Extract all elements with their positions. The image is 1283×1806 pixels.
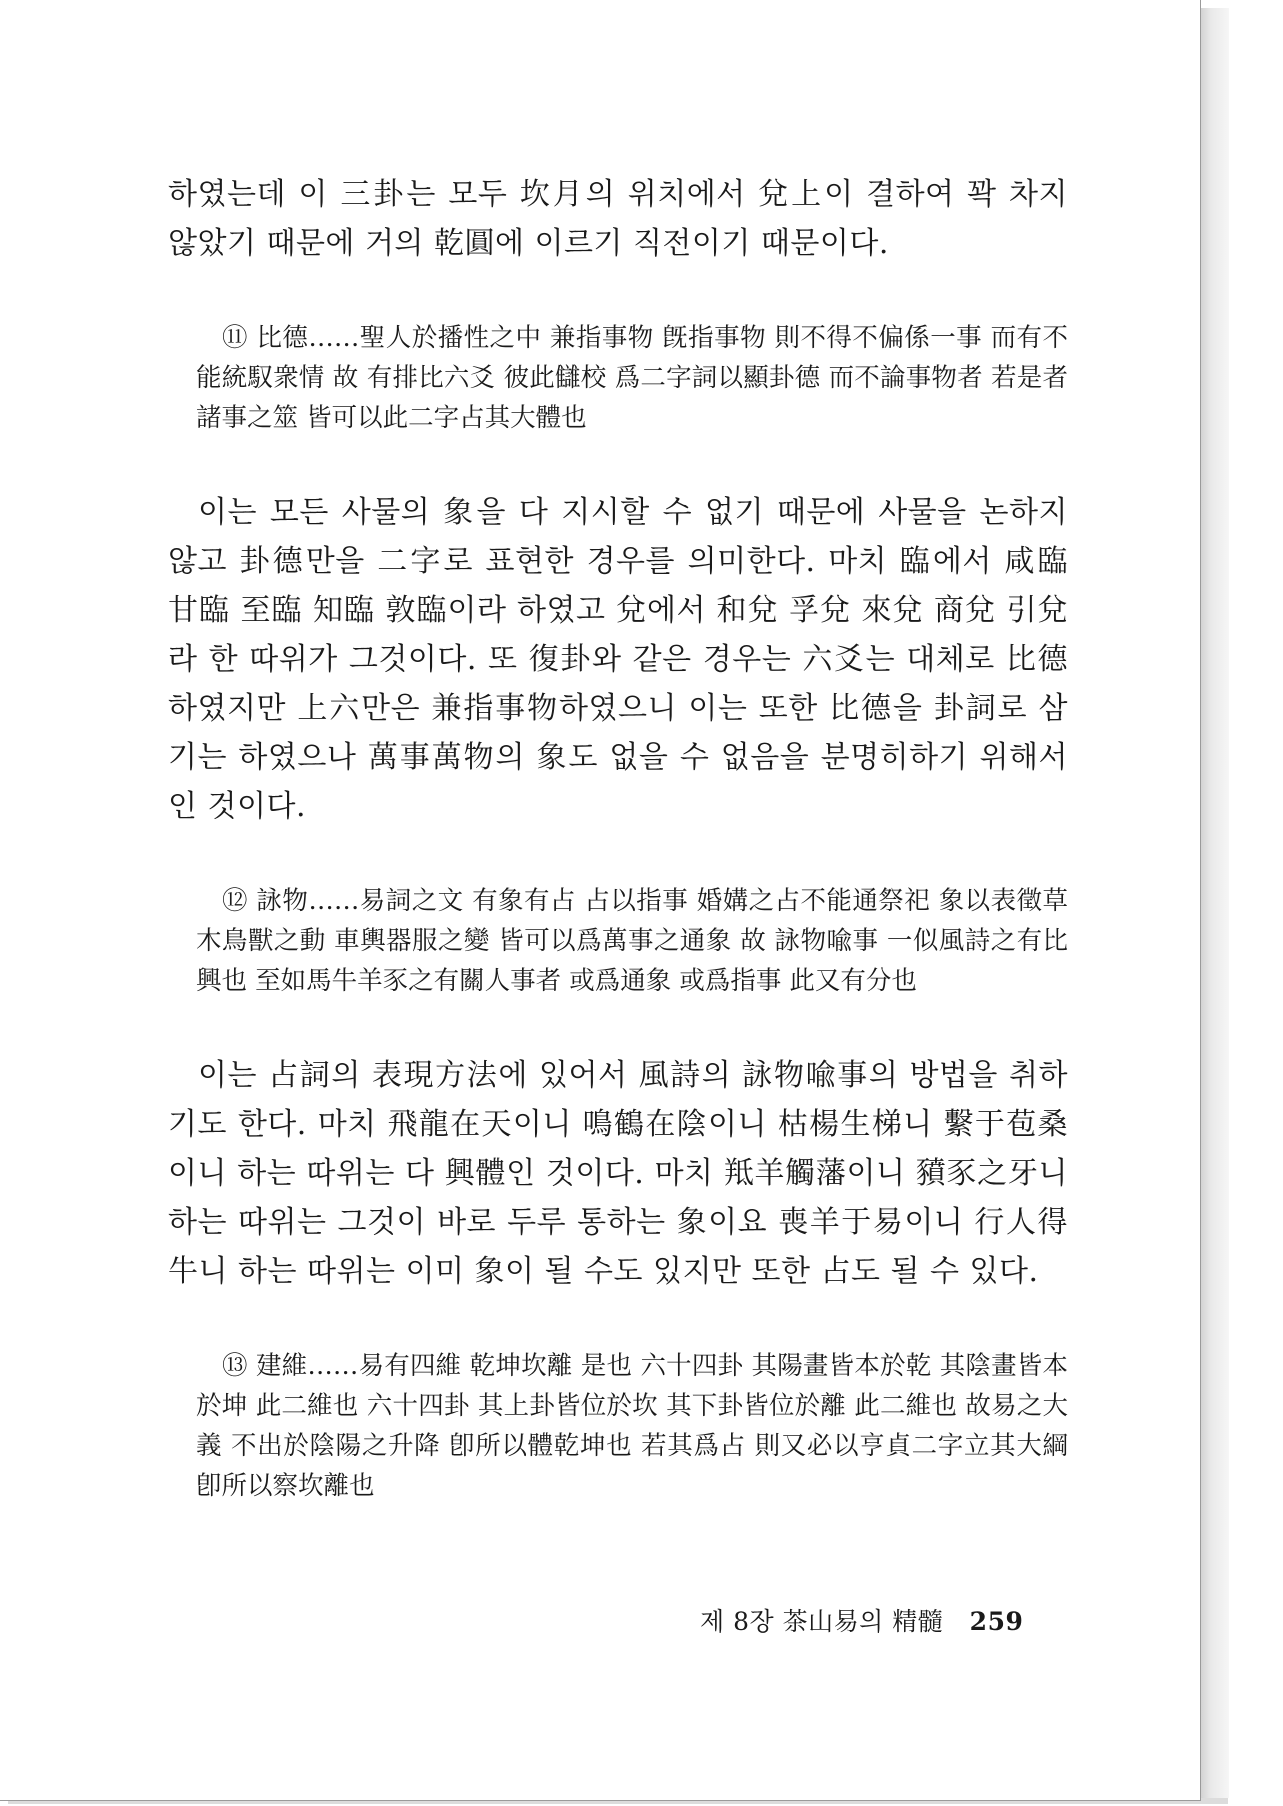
body-paragraph-1: 하였는데 이 三卦는 모두 坎月의 위치에서 兌上이 결하여 꽉 차지 않았기 때문에 거의 乾圓에 이르기 직전이기 때문이다.	[168, 177, 1068, 261]
running-footer	[700, 1602, 1023, 1638]
spacer	[168, 1001, 1068, 1051]
spacer	[168, 268, 1068, 318]
spacer	[168, 438, 1068, 488]
footer-chapter: 제 8장	[700, 1607, 775, 1636]
page-content	[168, 170, 1068, 1506]
annotation-note-12: ⑫ 詠物……易詞之文 有象有占 占以指事 婚媾之占不能通祭祀 象以表徵草木鳥獸之動 車輿器服之變 皆可以爲萬事之通象 故 詠物喩事 一似風詩之有比興也 至如馬牛羊豕之有關人事者 或爲通象 或爲指事 此又有分也	[196, 886, 1068, 996]
footer-title: 茶山易의 精髓	[782, 1607, 944, 1636]
body-paragraph-2: 이는 모든 사물의 象을 다 지시할 수 없기 때문에 사물을 논하지 않고 卦德만을 二字로 표현한 경우를 의미한다. 마치 臨에서 咸臨 甘臨 至臨 知臨 敦臨이라 하였고 兌에서 和兌 孚兌 來兌 商兌 引兌라 한 따위가 그것이다. 또 復卦와 같은 경우는 六爻는 대체로 比德하였지만 上六만은 兼指事物하였으니 이는 또한 比德을 卦詞로 삼기는 하였으나 萬事萬物의 象도 없을 수 없음을 분명히하기 위해서인 것이다.	[168, 495, 1068, 824]
spacer	[168, 831, 1068, 881]
annotation-note-13: ⑬ 建維……易有四維 乾坤坎離 是也 六十四卦 其陽畫皆本於乾 其陰畫皆本於坤 此二維也 六十四卦 其上卦皆位於坎 其下卦皆位於離 此二維也 故易之大義 不出於陰陽之升降 卽所以體乾坤也 若其爲占 則又必以亨貞二字立其大綱 卽所以察坎離也	[196, 1351, 1068, 1501]
annotation-note-11: ⑪ 比德……聖人於播性之中 兼指事物 旣指事物 則不得不偏係一事 而有不能統馭衆情 故 有排比六爻 彼此讎校 爲二字詞以顯卦德 而不論事物者 若是者 諸事之筮 皆可以此二字占其大體也	[196, 323, 1068, 433]
page-number: 259	[969, 1607, 1024, 1636]
body-paragraph-3: 이는 占詞의 表現方法에 있어서 風詩의 詠物喩事의 방법을 취하기도 한다. 마치 飛龍在天이니 鳴鶴在陰이니 枯楊生梯니 繫于苞桑이니 하는 따위는 다 興體인 것이다. 마치 羝羊觸藩이니 豶豕之牙니 하는 따위는 그것이 바로 두루 통하는 象이요 喪羊于易이니 行人得牛니 하는 따위는 이미 象이 될 수도 있지만 또한 占도 될 수 있다.	[168, 1058, 1068, 1289]
page-edge-shadow	[1198, 8, 1229, 1798]
spacer	[168, 1296, 1068, 1346]
